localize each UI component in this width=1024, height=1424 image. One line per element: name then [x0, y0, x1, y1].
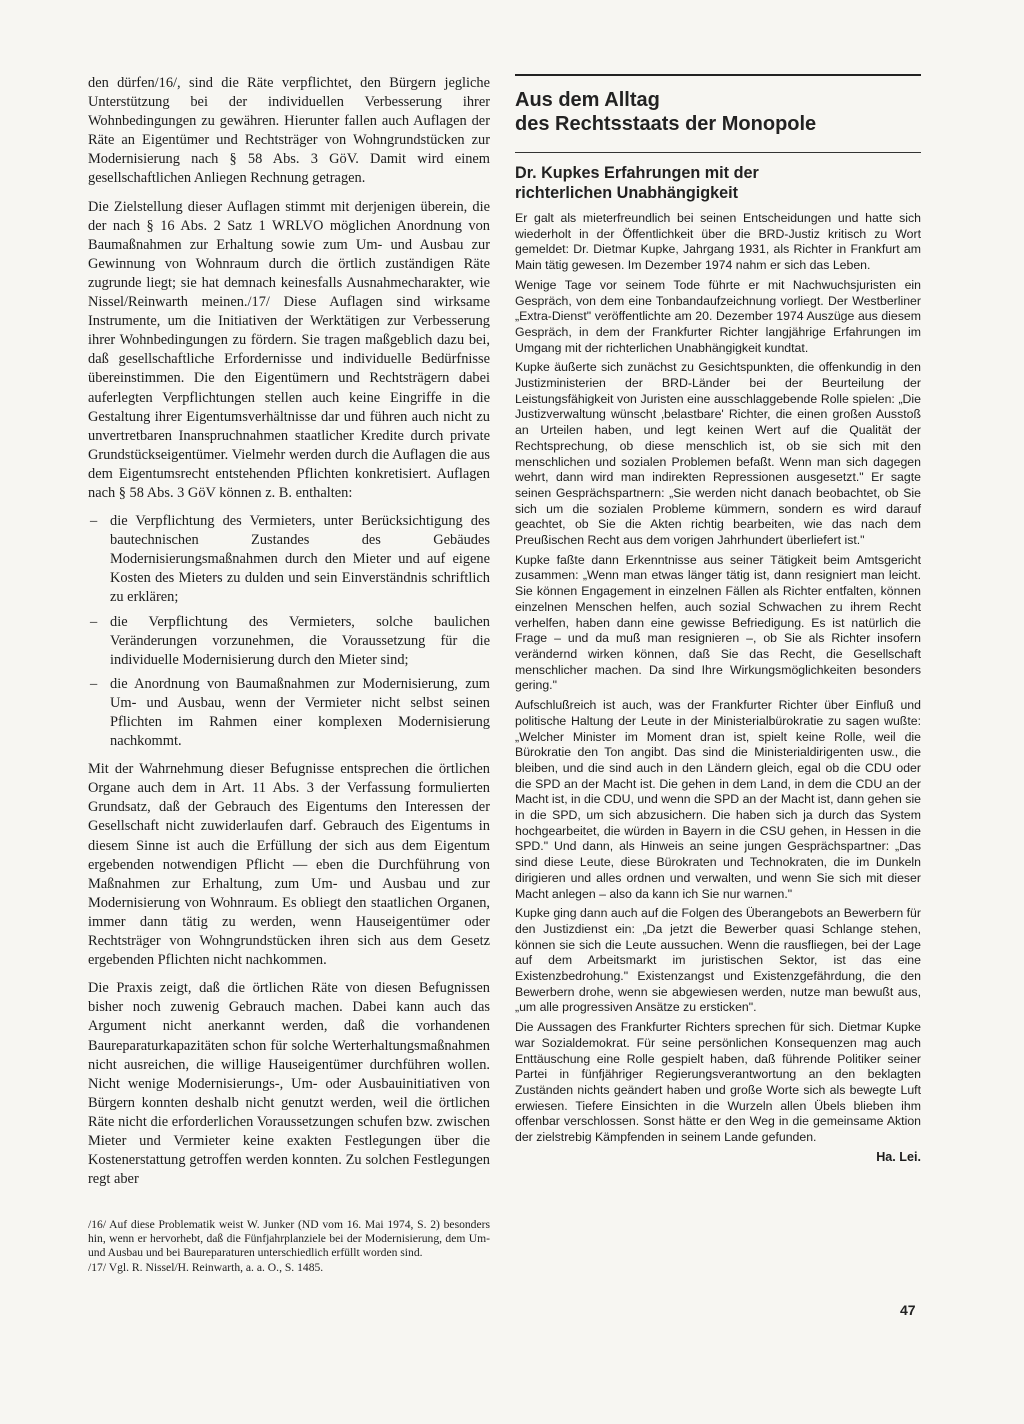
article-paragraph: Kupke faßte dann Erkenntnisse aus seiner Tätigkeit beim Amtsgericht zusammen: „Wenn man etwas länger tätig ist, dann resigniert man leicht. Sie können Engagement in einzelnen Fällen als Richter entfalten, können einzelnen Menschen helfen, auch sozial Schwachen zu ihrem Recht verhelfen, haben dann eine gewisse Befriedigung. Es ist natürlich die Frage – und da muß man resignieren –, ob Sie als Richter insofern verändernd wirken können, daß Sie das Recht, die Gesellschaft menschlicher machen. Da sind Ihre Wirkungsmöglichkeiten besonders gering." [515, 552, 921, 693]
author-signature: Ha. Lei. [876, 1149, 921, 1164]
article-title [515, 163, 921, 203]
section-title-line: des Rechtsstaats der Monopole [515, 113, 817, 135]
article-title-line: richterlichen Unabhängigkeit [515, 184, 739, 202]
list-item: – die Verpflichtung des Vermieters, solche baulichen Veränderungen vorzunehmen, die Voraussetzung für die individuelle Modernisierung durch den Mieter sind; [88, 613, 490, 670]
body-paragraph: Die Praxis zeigt, daß die örtlichen Räte von diesen Befugnissen bisher noch zuwenig Gebrauch machen. Dabei kann auch das Argument nicht anerkannt werden, daß die vorhandenen Baureparaturkapazitäten schon für solche Werterhaltungsmaßnahmen nicht ausreichen, die willige Hauseigentümer durchführen wollen. Nicht wenige Modernisierungs-, Um- oder Ausbauinitiativen von Bürgern konnten deshalb nicht genutzt werden, weil die örtlichen Räte nicht die erforderlichen Voraussetzungen schufen bzw. zwischen Mieter und Vermieter keine exakten Festlegungen über die Kostenerstattung getroffen werden konnten. Zu solchen Festlegungen regt aber [88, 980, 490, 1188]
article-paragraph: Wenige Tage vor seinem Tode führte er mit Nachwuchsjuristen ein Gespräch, von dem eine Tonbandaufzeichnung vorliegt. Der Westberliner „Extra-Dienst" veröffentlichte am 20. Dezember 1974 Auszüge aus diesem Gespräch, in dem der Frankfurter Richter langjährige Erfahrungen im Umgang mit der richterlichen Unabhängigkeit kundtat. [515, 277, 921, 355]
section-title-line: Aus dem Alltag [515, 89, 660, 111]
article-paragraph: Kupke ging dann auch auf die Folgen des Überangebots an Bewerbern für den Justizdienst ein: „Da jetzt die Bewerber quasi Schlange stehen, können sie sich die Leute aussuchen. Wenn die rausfliegen, bei der Lage auf dem Arbeitsmarkt im juristischen Sektor, ist das eine Existenzbedrohung." Existenzangst und Existenzgefährdung, die den Bewerbern drohe, wenn sie abgewiesen werden, nutze man bewußt aus, „um alle progressiven Ansätze zu ersticken". [515, 906, 921, 1015]
list-item: – die Verpflichtung des Vermieters, unter Berücksichtigung des bautechnischen Zustandes des Gebäudes Modernisierungsmaßnahmen durch den Mieter und auf eigene Kosten des Mieters zu dulden und sein Einverständnis schriftlich zu erklären; [88, 512, 490, 607]
article-paragraph: Kupke äußerte sich zunächst zu Gesichtspunkten, die offenkundig in den Justizministerien der BRD-Länder bei der Beurteilung der Leistungsfähigkeit von Juristen eine ausschlaggebende Rolle spielen: „Die Justizverwaltung wünscht ‚belastbare' Richter, die einen großen Ausstoß an Urteilen haben, und legt keinen Wert auf die Qualität der Rechtsprechung, ob diese menschlich ist, ob sie sich mit den menschlichen und sozialen Problemen befaßt. Wenn man sich dagegen wehrt, dann wird man indirekten Repressionen ausgesetzt." Er sagte seinen Gesprächspartnern: „Sie werden nicht danach beobachtet, ob Sie sich um die sozialen Probleme kümmern, sondern es wird darauf geachtet, ob Sie die Akten richtig bearbeiten, wie das nach dem Preußischen Recht aus dem vorigen Jahrhundert überliefert ist." [515, 360, 921, 548]
article-paragraph: Aufschlußreich ist auch, was der Frankfurter Richter über Einfluß und politische Haltung der Leute in der Ministerialbürokratie zu sagen wußte: „Welcher Minister im Moment dran ist, spielt keine Rolle, weil die Bürokratie den Ton angibt. Das sind die Ministerialdirigenten usw., die bleiben, und die sind auch in den Ländern gleich, egal ob die CDU oder die SPD an der Macht ist. Die gehen in dem Land, in dem die CDU an der Macht ist, in die CDU, und wenn die SPD an der Macht ist, dann gehen sie in die SPD, um sich abzusichern. Die haben sich ja durch das System hochgearbeitet, die würden in Bayern in die CSU gehen, in Hessen in die SPD." Und dann, als Hinweis an seine jungen Gesprächspartner: „Das sind diese Leute, diese Bürokraten und Technokraten, die im Dunkeln dirigieren und alles ordnen und verwalten, und wenn Sie sich mit dieser Macht anlegen – also da kann ich Sie nur warnen." [515, 698, 922, 901]
footnote: /17/ Vgl. R. Nissel/H. Reinwarth, a. a. O., S. 1485. [88, 1260, 324, 1274]
page-number: 47 [900, 1302, 916, 1318]
footnotes [88, 1218, 490, 1275]
article-paragraph: Die Aussagen des Frankfurter Richters sprechen für sich. Dietmar Kupke war Sozialdemokrat. Für seine persönlichen Konsequenzen mag auch Enttäuschung eine Rolle gespielt haben, daß führende Politiker seiner Partei in fünfjähriger Regierungsverantwortung an den beklagten Zuständen nichts geändert haben und große Worte sich als bewegte Luft erwiesen. Tiefere Einsichten in die Wurzeln allen Übels blieben ihm offenbar verschlossen. Sonst hätte er den Weg in die gemeinsame Aktion der zielstrebig Kämpfenden in seinem Lande gefunden. [515, 1020, 921, 1145]
article-body [515, 211, 921, 1146]
right-column [515, 74, 921, 1164]
footnote: /16/ Auf diese Problematik weist W. Junker (ND vom 16. Mai 1974, S. 2) besonders hin, wenn er hervorhebt, daß die Fünfjahrplanziele bei der Modernisierung, dem Um- und Ausbau und bei Baureparaturen unterschiedlich erfüllt worden sind. [88, 1218, 490, 1260]
top-rule [515, 74, 921, 76]
list-item: – die Anordnung von Baumaßnahmen zur Modernisierung, zum Um- und Ausbau, wenn der Vermieter nicht selbst seinen Pflichten im Rahmen einer komplexen Modernisierung nachkommt. [88, 675, 490, 751]
body-paragraph: den dürfen/16/, sind die Räte verpflichtet, den Bürgern jegliche Unterstützung bei der individuellen Verbesserung ihrer Wohnbedingungen zu gewähren. Hierunter fallen auch Auflagen der Räte an Eigentümer und Rechtsträger von Wohngrundstücken zur Modernisierung nach § 58 Abs. 3 GöV. Damit wird einem gesellschaftlichen Anliegen Rechnung getragen. [88, 75, 490, 187]
body-paragraph: Mit der Wahrnehmung dieser Befugnisse entsprechen die örtlichen Organe auch dem in Art. 11 Abs. 3 der Verfassung formulierten Grundsatz, daß der Gebrauch des Eigentums den Interessen der Gesellschaft nicht zuwiderlaufen darf. Gebrauch des Eigentums in diesem Sinne ist auch die Erfüllung der sich aus dem Eigentum ergebenden notwendigen Pflicht — eben die Durchführung von Maßnahmen zur Erhaltung, zum Um- und Ausbau und zur Modernisierung von Wohnraum. Es obliegt den staatlichen Organen, immer dann tätig zu werden, wenn Hauseigentümer oder Rechtsträger von Wohngrundstücken ihren sich aus dem Gesetz ergebenden Pflichten nicht nachkommen. [88, 761, 490, 969]
body-paragraph: Die Zielstellung dieser Auflagen stimmt mit derjenigen überein, die der nach § 16 Abs. 2 Satz 1 WRLVO möglichen Anordnung von Baumaßnahmen zur Erhaltung sowie zum Um- und Ausbau zur Gewinnung von Wohnraum durch die örtlich zuständigen Räte zugrunde liegt; sie hat demnach keinesfalls Ausnahmecharakter, wie Nissel/Reinwarth meinen./17/ Diese Auflagen sind wirksame Instrumente, um die Initiativen der Werktätigen zur Verbesserung ihrer Wohnbedingungen zu fördern. Sie tragen maßgeblich dazu bei, daß gesellschaftliche Erfordernisse und individuelle Bedürfnisse übereinstimmen. Die den Eigentümern und Rechtsträgern dabei auferlegten Verpflichtungen stellen auch keine Eingriffe in die Gestaltung ihrer Eigentumsverhältnisse dar und führen auch nicht zu unvertretbaren Inanspruchnahmen staatlicher Kredite durch private Grundstückseigentümer. Vielmehr werden durch die Auflagen die aus dem Eigentumsrecht entstehenden Pflichten konkretisiert. Auflagen nach § 58 Abs. 3 GöV können z. B. enthalten: [88, 198, 490, 501]
section-title [515, 88, 921, 136]
article-paragraph: Er galt als mieterfreundlich bei seinen Entscheidungen und hatte sich wiederholt in der Öffentlichkeit über die BRD-Justiz kritisch zu Wort gemeldet: Dr. Dietmar Kupke, Jahrgang 1931, als Richter in Frankfurt am Main tätig gewesen. Im Dezember 1974 nahm er sich das Leben. [515, 211, 921, 273]
article-title-line: Dr. Kupkes Erfahrungen mit der [515, 164, 759, 182]
divider [515, 152, 921, 153]
obligation-list [88, 512, 490, 751]
left-column [88, 74, 490, 1198]
